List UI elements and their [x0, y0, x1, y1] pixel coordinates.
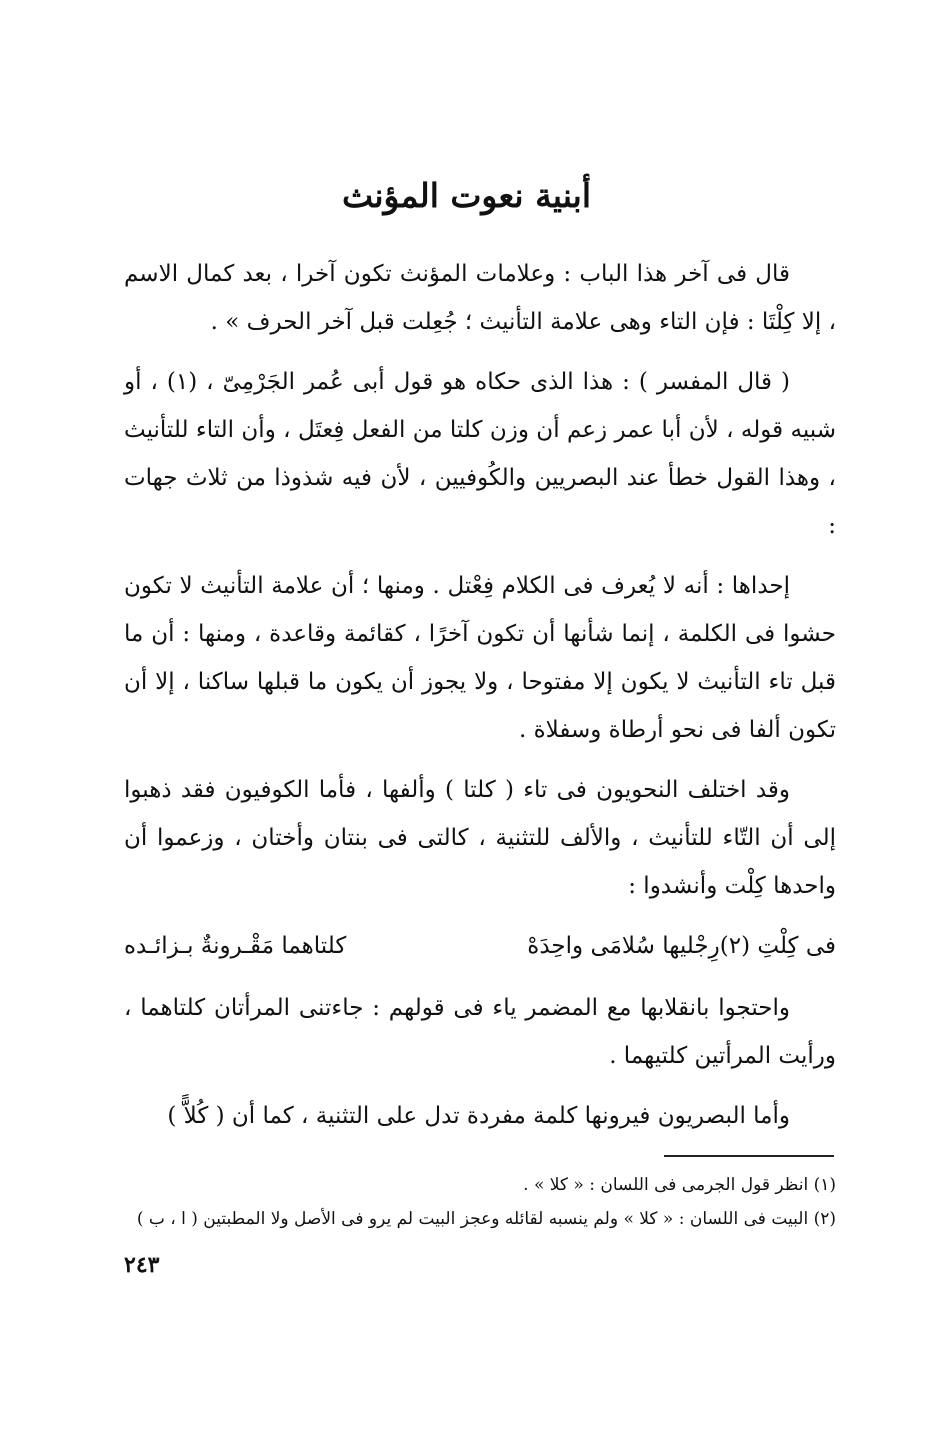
- footnote-divider: [664, 1155, 834, 1157]
- paragraph: إحداها : أنه لا يُعرف فى الكلام فِعْتل . ومنها ؛ أن علامة التأنيث لا تكون حشوا فى الكلمة ، إنما شأنها أن تكون آخرًا ، كقائمة وقاعدة ، ومنها : أن ما قبل تاء التأنيث لا يكون إلا مفتوحا ، ولا يجوز أن يكون ما قبلها ساكنا ، إلا أن تكون ألفا فى نحو أرطاة وسفلاة .: [124, 573, 836, 743]
- main-text: [124, 250, 836, 1152]
- verse-second-hemistich: كلتاهما مَقْـرونةٌ بـزائـده: [124, 933, 347, 959]
- footnotes: [124, 1168, 836, 1236]
- page-number: ٢٤٣: [124, 1252, 160, 1278]
- paragraph: قال فى آخر هذا الباب : وعلامات المؤنث تكون آخرا ، بعد كمال الاسم ، إلا كِلْتَا : فإن التاء وهى علامة التأنيث ؛ جُعِلت قبل آخر الحرف » .: [124, 261, 836, 335]
- paragraph: وأما البصريون فيرونها كلمة مفردة تدل على التثنية ، كما أن ( كُلاًّ ): [167, 1103, 790, 1129]
- footnote-2: (٢) البيت فى اللسان : « كلا » ولم ينسبه لقائله وعجز البيت لم يرو فى الأصل ولا المطبتين ( ا ، ب ): [136, 1209, 836, 1229]
- paragraph: وقد اختلف النحويون فى تاء ( كلتا ) وألفها ، فأما الكوفيون فقد ذهبوا إلى أن التّاء للتأنيث ، والألف للتثنية ، كالتى فى بنتان وأختان ، وزعموا أن واحدها كِلْت وأنشدوا :: [124, 777, 836, 899]
- poetry-verse: [124, 922, 836, 970]
- page-title: أبنية نعوت المؤنث: [341, 176, 592, 215]
- paragraph: واحتجوا بانقلابها مع المضمر ياء فى قولهم : جاءتنى المرأتان كلتاهما ، ورأيت المرأتين كلتيهما .: [124, 995, 836, 1069]
- footnote-1: (١) انظر قول الجرمى فى اللسان : « كلا » .: [523, 1175, 836, 1195]
- verse-first-hemistich: فى كِلْتِ (٢)رِجْليها سُلامَى واحِدَهْ: [527, 933, 836, 959]
- paragraph: ( قال المفسر ) : هذا الذى حكاه هو قول أبى عُمر الجَرْمِىّ ، (١) ، أو شبيه قوله ، لأن أبا عمر زعم أن وزن كلتا من الفعل فِعتَل ، وأن التاء للتأنيث ، وهذا القول خطأ عند البصريين والكُوفيين ، لأن فيه شذوذا من ثلاث جهات :: [124, 369, 836, 539]
